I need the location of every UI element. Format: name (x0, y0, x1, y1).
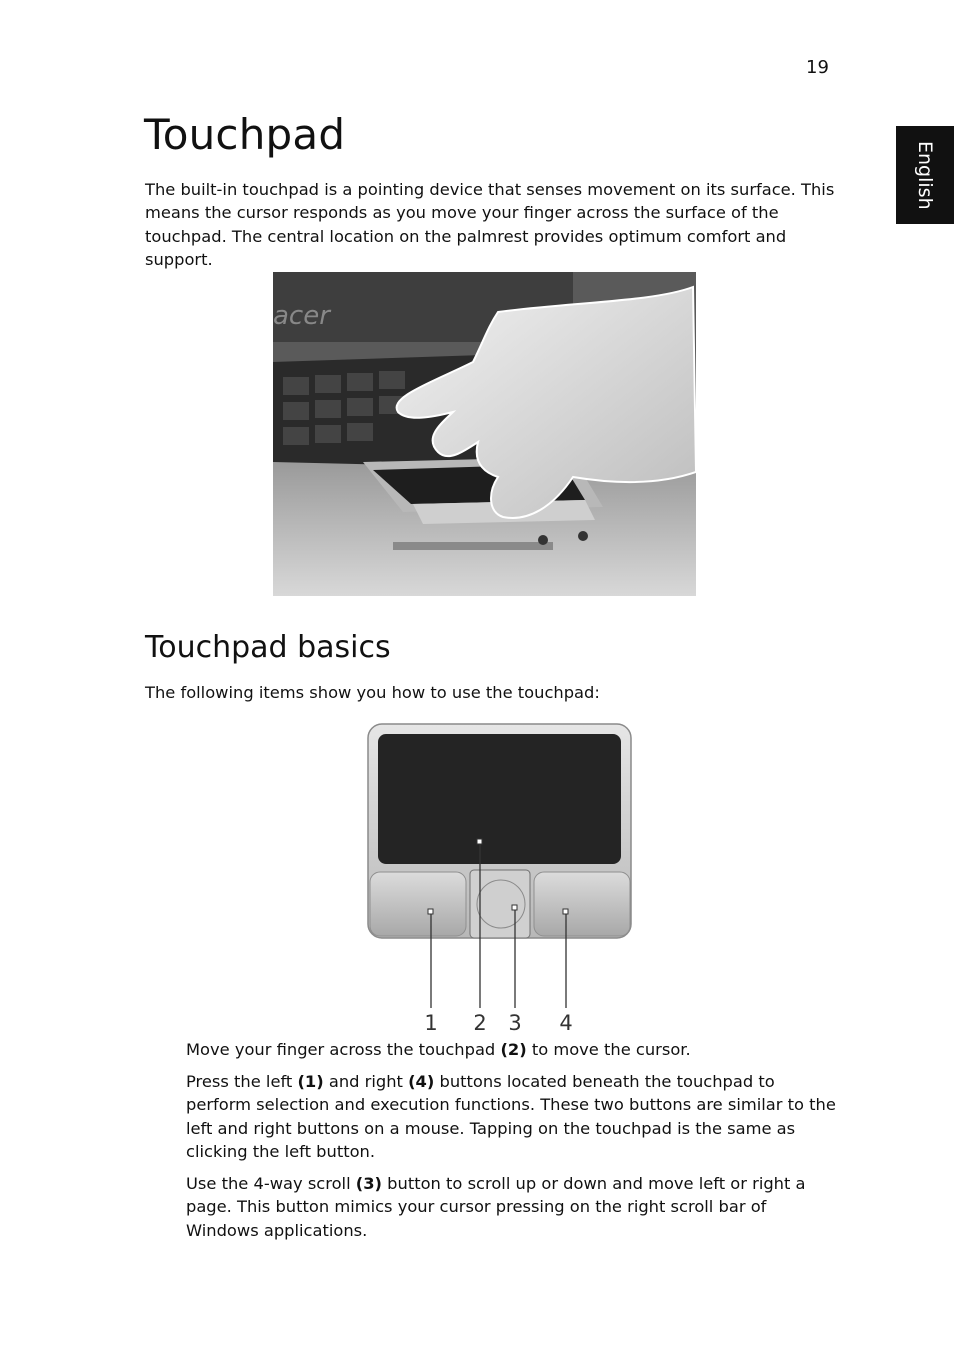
section-title: Touchpad basics (145, 630, 391, 665)
photo-brand-text: acer (273, 301, 330, 331)
item-text: to move the cursor. (526, 1040, 691, 1059)
instruction-buttons (186, 1070, 836, 1163)
touchpad-surface (378, 734, 621, 864)
language-tab (896, 126, 954, 224)
item-ref: (2) (500, 1040, 527, 1059)
lead-paragraph: The following items show you how to use the touchpad: (145, 683, 600, 702)
callout-1: 1 (424, 1011, 438, 1035)
item-ref: (3) (355, 1174, 382, 1193)
item-text: buttons located beneath the touchpad to perform selection and execution functions. These two buttons are similar to the left and right buttons on a mouse. Tapping on the touchpad is the same as clicking the left button. (186, 1072, 836, 1161)
callout-2: 2 (473, 1011, 487, 1035)
language-tab-label: English (914, 140, 936, 210)
item-text: Move your finger across the touchpad (186, 1040, 501, 1059)
intro-paragraph: The built-in touchpad is a pointing device that senses movement on its surface. This means the cursor responds as you move your finger across the surface of the touchpad. The central location on the palmrest provides optimum comfort and support. (145, 180, 835, 269)
item-text: Use the 4-way scroll (186, 1174, 356, 1193)
page-title: Touchpad (144, 110, 346, 159)
item-text: button to scroll up or down and move left or right a page. This button mimics your cursor pressing on the right scroll bar of Windows applications. (186, 1174, 806, 1240)
item-text: Press the left (186, 1072, 298, 1091)
instruction-cursor (186, 1038, 836, 1061)
instruction-scroll (186, 1172, 836, 1242)
page-number: 19 (806, 57, 829, 78)
item-text: and right (323, 1072, 409, 1091)
callout-4: 4 (559, 1011, 573, 1035)
touchpad-photo (273, 272, 696, 596)
right-button (534, 872, 630, 936)
left-button (370, 872, 466, 936)
callout-3: 3 (508, 1011, 522, 1035)
touchpad-diagram (360, 720, 640, 1038)
scroll-button (477, 880, 525, 928)
item-ref: (1) (297, 1072, 324, 1091)
item-ref: (4) (408, 1072, 435, 1091)
